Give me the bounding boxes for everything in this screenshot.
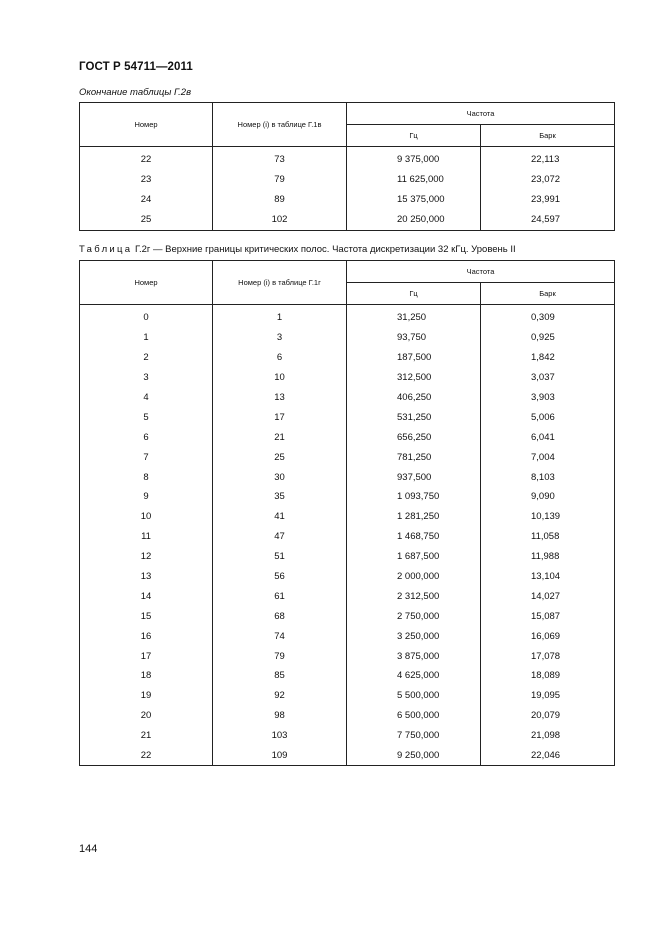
cell-number: 8 xyxy=(80,467,213,487)
cell-hz: 531,250 xyxy=(347,407,481,427)
cell-index: 109 xyxy=(213,746,347,766)
cell-number: 6 xyxy=(80,427,213,447)
cell-number: 25 xyxy=(80,210,213,230)
cell-index: 56 xyxy=(213,567,347,587)
cell-bark: 1,842 xyxy=(481,348,615,368)
table-row xyxy=(80,147,615,170)
table-row xyxy=(80,606,615,626)
cell-number: 11 xyxy=(80,527,213,547)
cell-bark: 11,058 xyxy=(481,527,615,547)
cell-number: 13 xyxy=(80,567,213,587)
table-row xyxy=(80,348,615,368)
cell-number: 19 xyxy=(80,686,213,706)
cell-hz: 656,250 xyxy=(347,427,481,447)
table2-caption-prefix: Таблица xyxy=(79,244,133,255)
cell-index: 25 xyxy=(213,447,347,467)
cell-bark: 20,079 xyxy=(481,706,615,726)
cell-hz: 781,250 xyxy=(347,447,481,467)
cell-number: 2 xyxy=(80,348,213,368)
cell-index: 51 xyxy=(213,547,347,567)
cell-number: 15 xyxy=(80,606,213,626)
cell-bark: 24,597 xyxy=(481,210,615,230)
cell-number: 5 xyxy=(80,407,213,427)
cell-bark: 8,103 xyxy=(481,467,615,487)
cell-index: 74 xyxy=(213,626,347,646)
cell-index: 6 xyxy=(213,348,347,368)
cell-index: 10 xyxy=(213,368,347,388)
cell-index: 79 xyxy=(213,646,347,666)
table-row xyxy=(80,646,615,666)
cell-number: 24 xyxy=(80,190,213,210)
cell-bark: 0,309 xyxy=(481,305,615,328)
table2-caption-text: Г.2г — Верхние границы критических полос. Частота дискретизации 32 кГц. Уровень II xyxy=(132,244,516,255)
cell-hz: 7 750,000 xyxy=(347,726,481,746)
cell-bark: 11,988 xyxy=(481,547,615,567)
header-frequency: Частота xyxy=(347,261,615,283)
cell-hz: 406,250 xyxy=(347,388,481,408)
cell-number: 22 xyxy=(80,147,213,170)
cell-hz: 31,250 xyxy=(347,305,481,328)
table-row xyxy=(80,328,615,348)
cell-number: 16 xyxy=(80,626,213,646)
cell-bark: 17,078 xyxy=(481,646,615,666)
cell-bark: 13,104 xyxy=(481,567,615,587)
cell-hz: 20 250,000 xyxy=(347,210,481,230)
cell-bark: 23,072 xyxy=(481,170,615,190)
cell-number: 7 xyxy=(80,447,213,467)
cell-index: 92 xyxy=(213,686,347,706)
table-row xyxy=(80,666,615,686)
table-row xyxy=(80,567,615,587)
cell-number: 17 xyxy=(80,646,213,666)
header-index: Номер (i) в таблице Г.1в xyxy=(213,103,347,147)
cell-bark: 3,037 xyxy=(481,368,615,388)
cell-bark: 21,098 xyxy=(481,726,615,746)
cell-index: 89 xyxy=(213,190,347,210)
header-frequency: Частота xyxy=(347,103,615,125)
cell-index: 68 xyxy=(213,606,347,626)
table-g2g xyxy=(79,260,615,766)
cell-number: 22 xyxy=(80,746,213,766)
table2-body xyxy=(80,305,615,766)
table1-body xyxy=(80,147,615,231)
cell-index: 13 xyxy=(213,388,347,408)
table-row xyxy=(80,190,615,210)
header-number: Номер xyxy=(80,103,213,147)
table-row xyxy=(80,388,615,408)
header-bark: Барк xyxy=(481,283,615,305)
cell-number: 23 xyxy=(80,170,213,190)
table-row xyxy=(80,746,615,766)
table-row xyxy=(80,210,615,230)
cell-hz: 4 625,000 xyxy=(347,666,481,686)
cell-hz: 2 000,000 xyxy=(347,567,481,587)
table-row xyxy=(80,368,615,388)
cell-bark: 22,113 xyxy=(481,147,615,170)
table-g2v-end xyxy=(79,102,615,231)
table-row xyxy=(80,507,615,527)
table-row xyxy=(80,586,615,606)
header-hz: Гц xyxy=(347,125,481,147)
page-number: 144 xyxy=(79,843,98,855)
document-header: ГОСТ Р 54711—2011 xyxy=(79,61,193,73)
cell-index: 47 xyxy=(213,527,347,547)
cell-index: 79 xyxy=(213,170,347,190)
cell-index: 73 xyxy=(213,147,347,170)
cell-bark: 0,925 xyxy=(481,328,615,348)
cell-index: 1 xyxy=(213,305,347,328)
cell-hz: 312,500 xyxy=(347,368,481,388)
cell-index: 3 xyxy=(213,328,347,348)
table-row xyxy=(80,305,615,328)
cell-hz: 2 312,500 xyxy=(347,586,481,606)
cell-number: 12 xyxy=(80,547,213,567)
cell-bark: 22,046 xyxy=(481,746,615,766)
cell-hz: 9 250,000 xyxy=(347,746,481,766)
cell-bark: 23,991 xyxy=(481,190,615,210)
cell-bark: 19,095 xyxy=(481,686,615,706)
cell-bark: 18,089 xyxy=(481,666,615,686)
table-row xyxy=(80,170,615,190)
cell-number: 21 xyxy=(80,726,213,746)
cell-number: 10 xyxy=(80,507,213,527)
header-index: Номер (i) в таблице Г.1г xyxy=(213,261,347,305)
cell-bark: 9,090 xyxy=(481,487,615,507)
cell-index: 35 xyxy=(213,487,347,507)
header-hz: Гц xyxy=(347,283,481,305)
cell-bark: 15,087 xyxy=(481,606,615,626)
cell-hz: 1 093,750 xyxy=(347,487,481,507)
header-bark: Барк xyxy=(481,125,615,147)
cell-number: 0 xyxy=(80,305,213,328)
table-row xyxy=(80,487,615,507)
cell-hz: 6 500,000 xyxy=(347,706,481,726)
cell-number: 3 xyxy=(80,368,213,388)
cell-number: 4 xyxy=(80,388,213,408)
cell-bark: 10,139 xyxy=(481,507,615,527)
cell-hz: 937,500 xyxy=(347,467,481,487)
table2-caption xyxy=(79,244,516,255)
cell-index: 41 xyxy=(213,507,347,527)
cell-hz: 1 281,250 xyxy=(347,507,481,527)
cell-hz: 2 750,000 xyxy=(347,606,481,626)
cell-hz: 5 500,000 xyxy=(347,686,481,706)
cell-bark: 7,004 xyxy=(481,447,615,467)
table1-caption: Окончание таблицы Г.2в xyxy=(79,87,192,98)
table-row xyxy=(80,547,615,567)
cell-bark: 3,903 xyxy=(481,388,615,408)
table-row xyxy=(80,467,615,487)
table-row xyxy=(80,527,615,547)
cell-bark: 5,006 xyxy=(481,407,615,427)
cell-hz: 1 468,750 xyxy=(347,527,481,547)
cell-index: 98 xyxy=(213,706,347,726)
cell-number: 20 xyxy=(80,706,213,726)
cell-index: 85 xyxy=(213,666,347,686)
table-row xyxy=(80,706,615,726)
cell-hz: 187,500 xyxy=(347,348,481,368)
cell-hz: 3 875,000 xyxy=(347,646,481,666)
cell-index: 30 xyxy=(213,467,347,487)
cell-number: 14 xyxy=(80,586,213,606)
cell-hz: 9 375,000 xyxy=(347,147,481,170)
cell-index: 103 xyxy=(213,726,347,746)
table-row xyxy=(80,626,615,646)
cell-hz: 11 625,000 xyxy=(347,170,481,190)
cell-bark: 16,069 xyxy=(481,626,615,646)
table-row xyxy=(80,686,615,706)
cell-number: 1 xyxy=(80,328,213,348)
header-number: Номер xyxy=(80,261,213,305)
cell-hz: 93,750 xyxy=(347,328,481,348)
cell-bark: 14,027 xyxy=(481,586,615,606)
table-row xyxy=(80,447,615,467)
cell-index: 61 xyxy=(213,586,347,606)
cell-index: 21 xyxy=(213,427,347,447)
cell-number: 9 xyxy=(80,487,213,507)
cell-bark: 6,041 xyxy=(481,427,615,447)
table-row xyxy=(80,726,615,746)
cell-number: 18 xyxy=(80,666,213,686)
cell-hz: 1 687,500 xyxy=(347,547,481,567)
cell-hz: 15 375,000 xyxy=(347,190,481,210)
table-row xyxy=(80,427,615,447)
table-row xyxy=(80,407,615,427)
cell-index: 102 xyxy=(213,210,347,230)
cell-hz: 3 250,000 xyxy=(347,626,481,646)
cell-index: 17 xyxy=(213,407,347,427)
